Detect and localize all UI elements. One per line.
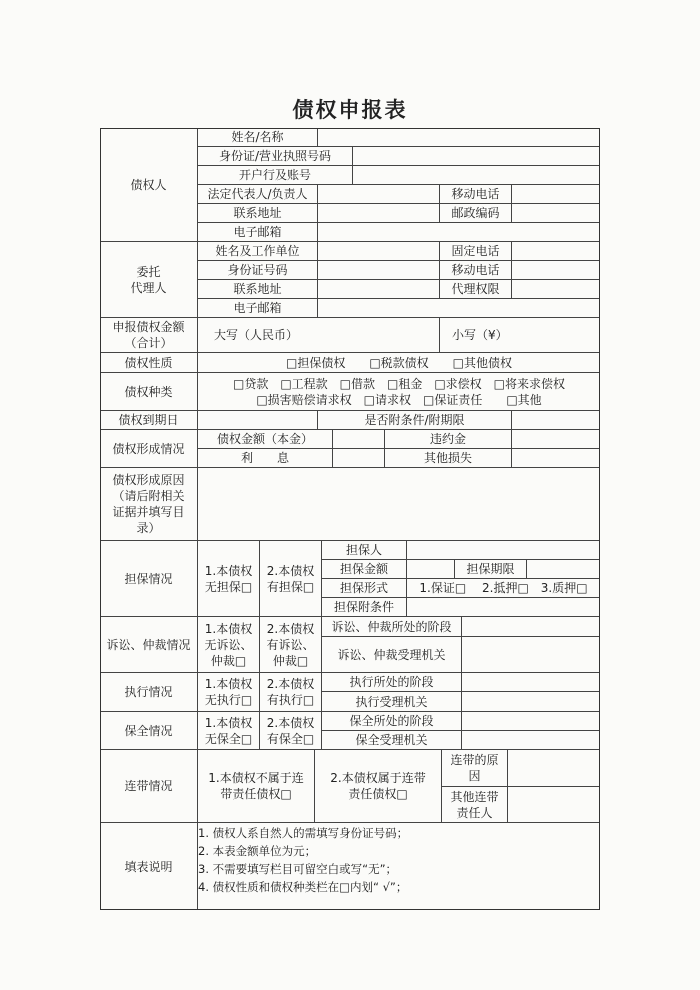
agent-id-label: 身份证号码 xyxy=(198,261,318,280)
creditor-section-label: 债权人 xyxy=(100,128,198,242)
joint-others-label: 其他连带 责任人 xyxy=(442,787,508,823)
interest-label: 利 息 xyxy=(198,449,333,468)
note-item: 1. 债权人系自然人的需填写身份证号码； xyxy=(198,826,409,840)
litigation-yes-option[interactable]: 2.本债权 有诉讼、 仲裁□ xyxy=(260,617,322,673)
preservation-label: 保全情况 xyxy=(100,712,198,750)
litigation-agency-label: 诉讼、仲裁受理机关 xyxy=(322,637,462,673)
agent-name-label: 姓名及工作单位 xyxy=(198,242,318,261)
preservation-stage-label: 保全所处的阶段 xyxy=(322,712,462,731)
execution-label: 执行情况 xyxy=(100,673,198,712)
preservation-yes-option[interactable]: 2.本债权 有保全□ xyxy=(260,712,322,750)
agent-mobile-label: 移动电话 xyxy=(440,261,512,280)
due-date-label: 债权到期日 xyxy=(100,411,198,430)
note-item: 2. 本表金额单位为元； xyxy=(198,844,317,858)
execution-yes-option[interactable]: 2.本债权 有执行□ xyxy=(260,673,322,712)
joint-reason-label: 连带的原 因 xyxy=(442,750,508,787)
preservation-agency-label: 保全受理机关 xyxy=(322,731,462,750)
type-label: 债权种类 xyxy=(100,373,198,411)
guarantee-conditions-label: 担保附条件 xyxy=(322,598,407,617)
type-options-line1: □贷款 □工程款 □借款 □租金 □求偿权 □将来求偿权 xyxy=(232,376,566,391)
creditor-address-label: 联系地址 xyxy=(198,204,318,223)
other-loss-label: 其他损失 xyxy=(385,449,512,468)
creditor-claim-form xyxy=(100,128,600,910)
amount-upper-label: 大写（人民币） xyxy=(214,328,299,342)
creditor-email-label: 电子邮箱 xyxy=(198,223,318,242)
type-options-line2: □损害赔偿请求权 □请求权 □保证责任 □其他 xyxy=(256,392,542,407)
litigation-label: 诉讼、仲裁情况 xyxy=(100,617,198,673)
conditions-label: 是否附条件/附期限 xyxy=(318,411,512,430)
creditor-id-label: 身份证/营业执照号码 xyxy=(198,147,353,166)
creditor-postcode-label: 邮政编码 xyxy=(440,204,512,223)
agent-email-label: 电子邮箱 xyxy=(198,299,318,318)
guarantor-label: 担保人 xyxy=(322,541,407,560)
joint-label: 连带情况 xyxy=(100,750,198,823)
penalty-label: 违约金 xyxy=(385,430,512,449)
execution-stage-label: 执行所处的阶段 xyxy=(322,673,462,692)
amount-lower-label: 小写（¥） xyxy=(452,328,508,342)
nature-label: 债权性质 xyxy=(100,353,198,373)
guarantee-period-label: 担保期限 xyxy=(455,560,527,579)
guarantee-no-option[interactable]: 1.本债权 无担保□ xyxy=(198,541,260,617)
guarantee-yes-option[interactable]: 2.本债权 有担保□ xyxy=(260,541,322,617)
note-item: 4. 债权性质和债权种类栏在□内划“ √”； xyxy=(198,880,408,894)
litigation-no-option[interactable]: 1.本债权 无诉讼、 仲裁□ xyxy=(198,617,260,673)
creditor-name-label: 姓名/名称 xyxy=(198,128,318,147)
reason-label: 债权形成原因 （请后附相关 证据并填写目 录） xyxy=(100,468,198,541)
amount-label: 申报债权金额 （合计） xyxy=(100,318,198,353)
guarantee-form-label: 担保形式 xyxy=(322,579,407,598)
execution-no-option[interactable]: 1.本债权 无执行□ xyxy=(198,673,260,712)
agent-address-label: 联系地址 xyxy=(198,280,318,299)
guarantee-amount-label: 担保金额 xyxy=(322,560,407,579)
agent-landline-label: 固定电话 xyxy=(440,242,512,261)
agent-authority-label: 代理权限 xyxy=(440,280,512,299)
creditor-mobile-label: 移动电话 xyxy=(440,185,512,204)
note-item: 3. 不需要填写栏目可留空白或写“无”； xyxy=(198,862,398,876)
preservation-no-option[interactable]: 1.本债权 无保全□ xyxy=(198,712,260,750)
joint-no-option[interactable]: 1.本债权不属于连 带责任债权□ xyxy=(198,750,315,823)
joint-yes-option[interactable]: 2.本债权属于连带 责任债权□ xyxy=(315,750,442,823)
litigation-stage-label: 诉讼、仲裁所处的阶段 xyxy=(322,617,462,637)
table-border xyxy=(100,128,600,910)
agent-section-label: 委托 代理人 xyxy=(100,242,198,318)
nature-options[interactable]: □担保债权 □税款债权 □其他债权 xyxy=(198,353,600,373)
principal-label: 债权金额（本金） xyxy=(198,430,333,449)
formation-label: 债权形成情况 xyxy=(100,430,198,468)
creditor-legal-rep-label: 法定代表人/负责人 xyxy=(198,185,318,204)
form-title: 债权申报表 xyxy=(292,98,408,122)
creditor-bank-label: 开户行及账号 xyxy=(198,166,353,185)
execution-agency-label: 执行受理机关 xyxy=(322,692,462,712)
guarantee-form-options[interactable]: 1.保证□ 2.抵押□ 3.质押□ xyxy=(407,579,600,598)
guarantee-label: 担保情况 xyxy=(100,541,198,617)
notes-label: 填表说明 xyxy=(100,823,198,910)
